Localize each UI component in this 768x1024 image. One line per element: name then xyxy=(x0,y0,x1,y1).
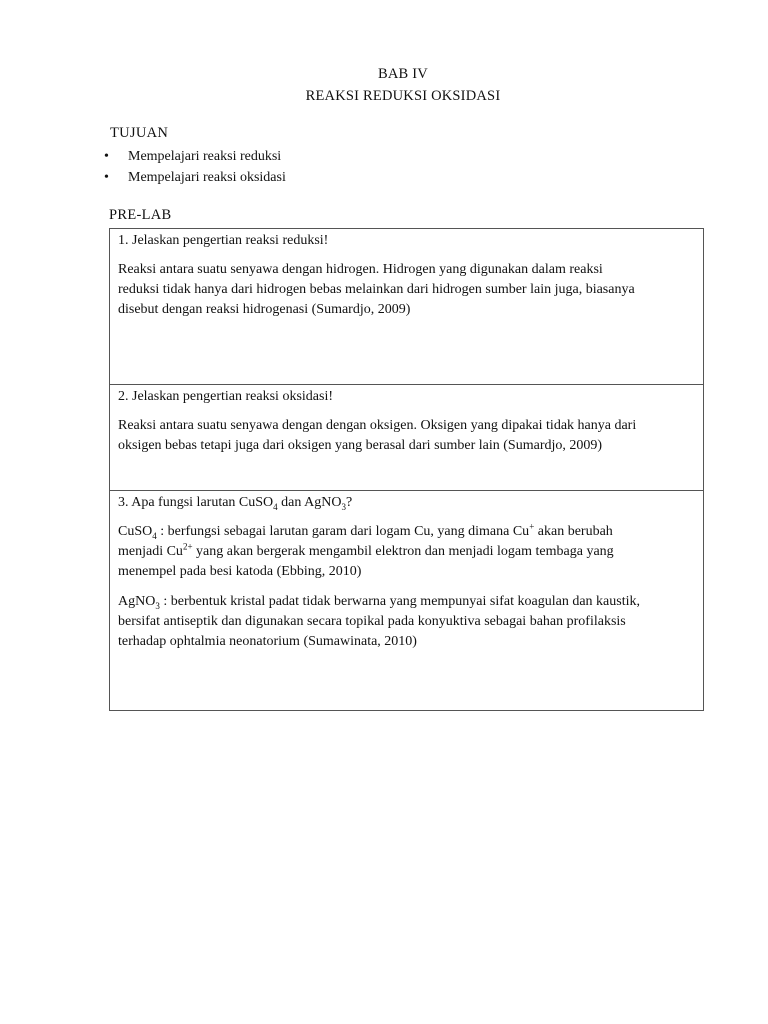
question-2: 2. Jelaskan pengertian reaksi oksidasi! xyxy=(118,389,333,404)
answer-1-line-2: reduksi tidak hanya dari hidrogen bebas melainkan dari hidrogen sumber lain juga, biasanya xyxy=(118,282,635,297)
tujuan-list xyxy=(104,146,286,188)
bullet-icon: • xyxy=(104,149,109,164)
question-1: 1. Jelaskan pengertian reaksi reduksi! xyxy=(118,233,329,248)
tujuan-item-1: Mempelajari reaksi reduksi xyxy=(128,149,282,164)
question-3: 3. Apa fungsi larutan CuSO$_4$ dan AgNO$_3$? xyxy=(118,495,353,512)
answer-3-cuso4: CuSO$_4$ : berfungsi sebagai larutan garam dari logam Cu, yang dimana Cu+ akan berubah menjadi $Cu^{2+}$ yang akan bergerak mengambil elektron dan menjadi logam tembaga yang menempel pada besi katoda (Ebbing, 2010) xyxy=(118,521,614,579)
answer-1-line-3: disebut dengan reaksi hidrogenasi (Sumardjo, 2009) xyxy=(118,302,411,317)
list-item xyxy=(104,146,286,167)
answer-2-line-1: Reaksi antara suatu senyawa dengan dengan oksigen. Oksigen yang dipakai tidak hanya dari xyxy=(118,418,637,433)
answer-1 xyxy=(118,260,697,320)
tujuan-item-2: Mempelajari reaksi oksidasi xyxy=(128,170,286,185)
bullet-icon: • xyxy=(104,170,109,185)
answer-2 xyxy=(118,416,697,456)
prelab-box-1 xyxy=(109,228,704,385)
prelab-box-3 xyxy=(109,490,704,711)
chapter-title: REAKSI REDUKSI OKSIDASI xyxy=(305,88,501,104)
prelab-box-2 xyxy=(109,384,704,491)
answer-1-line-1: Reaksi antara suatu senyawa dengan hidrogen. Hidrogen yang digunakan dalam reaksi xyxy=(118,262,603,277)
tujuan-heading: TUJUAN xyxy=(110,125,169,141)
list-item xyxy=(104,167,286,188)
answer-3-agno3: AgNO$_3$ : berbentuk kristal padat tidak berwarna yang mempunyai sifat koagulan dan kaustik, bersifat antiseptik dan digunakan secara topikal pada konyuktiva sebagai bahan profilaksis terhadap ophtalmia neonatorium (Sumawinata, 2010) xyxy=(118,594,640,649)
answer-2-line-2: oksigen bebas tetapi juga dari oksigen yang berasal dari sumber lain (Sumardjo, 2009) xyxy=(118,438,603,453)
chapter-heading: BAB IV xyxy=(378,66,428,82)
prelab-heading: PRE-LAB xyxy=(109,207,172,223)
